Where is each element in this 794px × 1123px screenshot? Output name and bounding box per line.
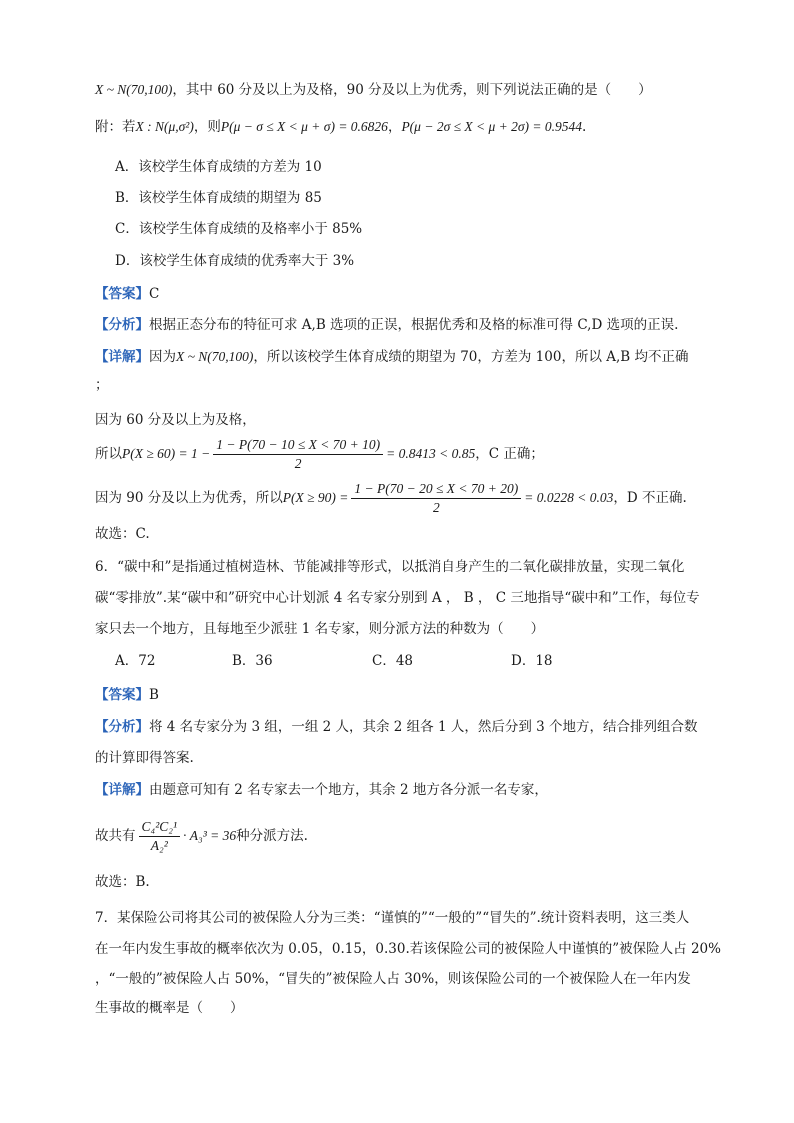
q7-stem-line2: 在一年内发生事故的概率依次为 0.05，0.15，0.30.若该保险公司的被保险人中谨慎的”被保险人占 20%: [95, 941, 721, 957]
q6-analysis-1: [95, 717, 698, 737]
q5-choose: 故选：C.: [95, 526, 150, 542]
q5-detail-4b: ，D 不正确.: [613, 490, 687, 506]
q5-detail-semicolon: ；: [95, 377, 109, 393]
q5-analysis: [95, 315, 678, 335]
q5-detail-tag: 【详解】: [95, 349, 149, 365]
q6-detail-2: [95, 816, 308, 856]
q5-detail-4-math1: P(X ≥ 90) =: [282, 490, 349, 505]
q5-detail-4-fraction: [351, 480, 521, 517]
q5-detail-1b: ，所以该校学生体育成绩的期望为 70，方差为 100，所以 A,B 均不正确: [253, 349, 689, 365]
q5-answer: [95, 284, 159, 304]
q5-stem-math: X ~ N(70,100): [95, 82, 173, 97]
q6-stem-line2: 碳“零排放”.某“碳中和”研究中心计划派 4 名专家分别到 A ， B ， C 三地指导“碳中和”工作，每位专: [95, 590, 700, 606]
q6-analysis-text-1: 将 4 名专家分为 3 组，一组 2 人，其余 2 组各 1 人，然后分到 3 个地方，结合排列组合数: [149, 719, 698, 735]
q6-answer-value: B: [149, 687, 159, 703]
q5-detail-4a: 因为 90 分及以上为优秀，所以: [95, 490, 283, 506]
q5-detail-1a: 因为: [149, 349, 176, 365]
q5-analysis-tag: 【分析】: [95, 317, 149, 333]
q5-detail-3a: 所以: [95, 446, 122, 462]
q5-detail-3-fraction: [213, 436, 383, 473]
q5-answer-value: C: [149, 286, 160, 302]
q6-option-a: A．72: [115, 653, 156, 669]
q7-stem-line4: 生事故的概率是（ ）: [95, 1000, 244, 1016]
q5-detail-1-math: X ~ N(70,100): [176, 349, 254, 364]
q5-stem-text: ，其中 60 分及以上为及格，90 分及以上为优秀，则下列说法正确的是（ ）: [172, 82, 652, 98]
q5-detail-4-math2: = 0.0228 < 0.03: [524, 490, 614, 505]
q7-stem-line3: ，“一般的”被保险人占 50%，“冒失的”被保险人占 30%，则该保险公司的一个被保险人在一年内发: [95, 971, 691, 987]
q5-appendix-math3: P(μ − 2σ ≤ X < μ + 2σ) = 0.9544: [401, 119, 583, 134]
q7-stem-line1: 7．某保险公司将其公司的被保险人分为三类：“谨慎的”“一般的”“冒失的”.统计资料表明，这三类人: [95, 910, 690, 926]
q5-option-d: D．该校学生体育成绩的优秀率大于 3%: [115, 253, 355, 269]
q5-detail-3b: ，C 正确；: [475, 446, 544, 462]
q5-appendix: [95, 117, 586, 137]
q5-answer-tag: 【答案】: [95, 286, 149, 302]
q5-option-a: A．该校学生体育成绩的方差为 10: [115, 159, 322, 175]
q6-detail-2-denominator: A₂²: [150, 838, 168, 853]
q6-detail-text-1: 由题意可知有 2 名专家去一个地方，其余 2 地方各分派一名专家，: [149, 782, 548, 798]
q5-option-b: B．该校学生体育成绩的期望为 85: [115, 190, 322, 206]
q5-appendix-end: .: [582, 119, 587, 135]
q6-detail-2b: 种分派方法.: [236, 828, 308, 844]
q6-stem-line1: 6．“碳中和”是指通过植树造林、节能减排等形式，以抵消自身产生的二氧化碳排放量，实现二氧化: [95, 559, 685, 575]
q6-detail-2-numerator: C₄²C₂¹: [139, 818, 181, 837]
q5-appendix-mid: ，则: [193, 119, 221, 135]
q5-detail-4-numerator: 1 − P(70 − 20 ≤ X < 70 + 20): [351, 480, 521, 499]
q5-appendix-prefix: 附：若: [95, 119, 136, 135]
q6-option-c: C．48: [372, 653, 414, 669]
q6-answer-tag: 【答案】: [95, 687, 149, 703]
q5-detail-3-denominator: 2: [294, 456, 302, 471]
q5-detail-4-denominator: 2: [432, 500, 440, 515]
q6-detail-tag: 【详解】: [95, 782, 149, 798]
q5-option-c: C．该校学生体育成绩的及格率小于 85%: [115, 221, 363, 237]
q6-detail-2-fraction: [139, 818, 181, 855]
q5-appendix-math1: X : N(μ,σ²): [135, 119, 194, 134]
q5-detail-4: [95, 480, 687, 517]
q5-detail-3-math1: P(X ≥ 60) = 1 −: [122, 446, 211, 461]
q6-option-b: B．36: [232, 653, 273, 669]
q6-answer: [95, 685, 159, 705]
q5-detail-1: [95, 347, 689, 367]
q6-analysis-tag: 【分析】: [95, 719, 149, 735]
q5-detail-2: 因为 60 分及以上为及格，: [95, 412, 256, 428]
q5-detail-3: [95, 436, 544, 473]
q6-choose: 故选：B.: [95, 874, 150, 890]
q5-appendix-math2: P(μ − σ ≤ X < μ + σ) = 0.6826: [220, 119, 388, 134]
q6-detail-2-math: · A₃³ = 36: [183, 828, 237, 843]
q5-appendix-sep: ，: [387, 119, 402, 135]
q6-detail-1: [95, 780, 548, 800]
q6-stem-line3: 家只去一个地方，且每地至少派驻 1 名专家，则分派方法的种数为（ ）: [95, 621, 545, 637]
q5-detail-3-math2: = 0.8413 < 0.85: [386, 446, 476, 461]
q6-options: [115, 651, 675, 671]
q6-detail-2a: 故共有: [95, 828, 136, 844]
q5-analysis-text: 根据正态分布的特征可求 A,B 选项的正误，根据优秀和及格的标准可得 C,D 选项的正误.: [149, 317, 679, 333]
q5-detail-3-numerator: 1 − P(70 − 10 ≤ X < 70 + 10): [213, 436, 383, 455]
q6-analysis-2: 的计算即得答案.: [95, 750, 194, 766]
q6-option-d: D．18: [511, 653, 553, 669]
q5-stem: [95, 80, 652, 100]
